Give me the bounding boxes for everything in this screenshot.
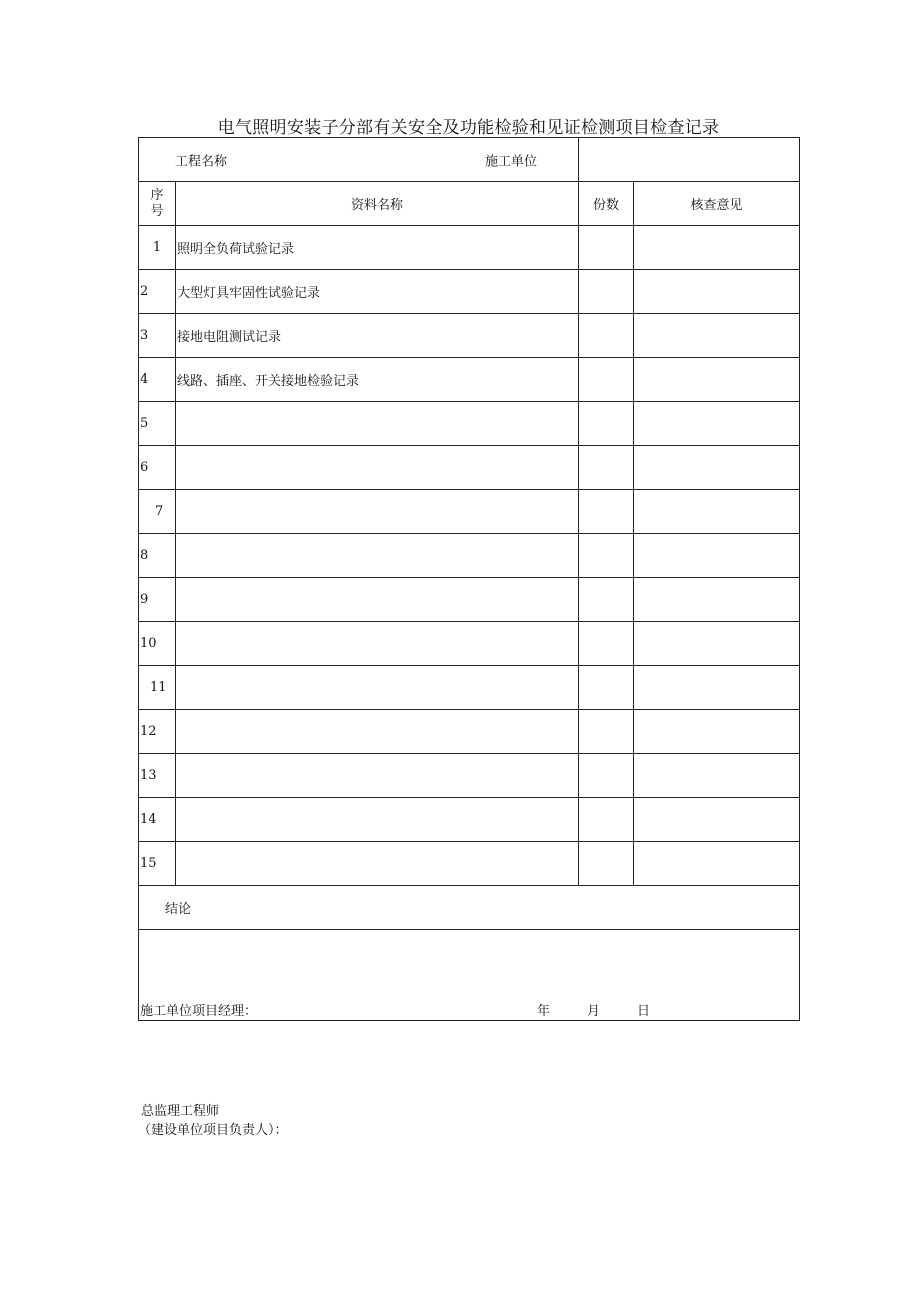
row-seq: 7: [139, 490, 176, 534]
row-opinion[interactable]: [634, 578, 800, 622]
row-seq: 8: [139, 534, 176, 578]
row-material-name: 线路、插座、开关接地检验记录: [176, 358, 579, 402]
table-row: [139, 798, 800, 842]
row-copies[interactable]: [579, 578, 634, 622]
row-opinion[interactable]: [634, 754, 800, 798]
row-copies[interactable]: [579, 754, 634, 798]
row-opinion[interactable]: [634, 490, 800, 534]
row-seq: 1: [139, 226, 176, 270]
row-seq: 3: [139, 314, 176, 358]
inspection-record-table: [138, 137, 800, 1021]
row-opinion[interactable]: [634, 666, 800, 710]
row-seq: 5: [139, 402, 176, 446]
row-material-name[interactable]: [176, 666, 579, 710]
row-material-name[interactable]: [176, 710, 579, 754]
row-material-name[interactable]: [176, 842, 579, 886]
row-copies[interactable]: [579, 270, 634, 314]
table-row: [139, 402, 800, 446]
row-seq: 14: [139, 798, 176, 842]
row-copies[interactable]: [579, 402, 634, 446]
copies-column-header: 份数: [579, 182, 634, 226]
row-material-name[interactable]: [176, 622, 579, 666]
table-row: [139, 270, 800, 314]
signature-row: [139, 930, 800, 1021]
opinion-column-header: 核查意见: [634, 182, 800, 226]
row-copies[interactable]: [579, 534, 634, 578]
row-opinion[interactable]: [634, 446, 800, 490]
row-opinion[interactable]: [634, 358, 800, 402]
signature-line: [139, 1003, 799, 1019]
table-row: [139, 490, 800, 534]
row-seq: 15: [139, 842, 176, 886]
conclusion-row: [139, 886, 800, 930]
row-copies[interactable]: [579, 666, 634, 710]
row-copies[interactable]: [579, 358, 634, 402]
table-row: [139, 314, 800, 358]
row-copies[interactable]: [579, 490, 634, 534]
conclusion-label: 结论: [139, 886, 800, 930]
day-label: 日: [637, 1004, 651, 1019]
row-opinion[interactable]: [634, 314, 800, 358]
row-material-name: 大型灯具牢固性试验记录: [176, 270, 579, 314]
row-material-name: 照明全负荷试验记录: [176, 226, 579, 270]
row-copies[interactable]: [579, 710, 634, 754]
row-opinion[interactable]: [634, 270, 800, 314]
document-title: 电气照明安装子分部有关安全及功能检验和见证检测项目检查记录: [217, 118, 720, 138]
table-row: [139, 534, 800, 578]
row-material-name: 接地电阻测试记录: [176, 314, 579, 358]
row-copies[interactable]: [579, 622, 634, 666]
row-material-name[interactable]: [176, 402, 579, 446]
table-row: [139, 446, 800, 490]
seq-column-header: [139, 182, 176, 226]
table-row: [139, 754, 800, 798]
row-copies[interactable]: [579, 798, 634, 842]
project-manager-label: 施工单位项目经理：: [140, 1004, 258, 1019]
row-copies[interactable]: [579, 314, 634, 358]
table-row: [139, 842, 800, 886]
table-row: [139, 622, 800, 666]
row-opinion[interactable]: [634, 798, 800, 842]
chief-supervisor-label: 总监理工程师: [141, 1104, 220, 1119]
row-opinion[interactable]: [634, 710, 800, 754]
month-label: 月: [587, 1004, 601, 1019]
row-material-name[interactable]: [176, 798, 579, 842]
table-row: [139, 666, 800, 710]
row-seq: 13: [139, 754, 176, 798]
project-info-cell: [139, 138, 579, 182]
row-material-name[interactable]: [176, 534, 579, 578]
table-row: [139, 358, 800, 402]
material-name-column-header: 资料名称: [176, 182, 579, 226]
row-copies[interactable]: [579, 226, 634, 270]
table-row: [139, 710, 800, 754]
row-seq: 4: [139, 358, 176, 402]
table-row: [139, 578, 800, 622]
row-opinion[interactable]: [634, 622, 800, 666]
project-name-label: 工程名称: [175, 154, 228, 169]
row-material-name[interactable]: [176, 578, 579, 622]
owner-representative-label: （建设单位项目负责人）：: [138, 1123, 288, 1138]
construction-unit-label: 施工单位: [485, 154, 538, 169]
row-opinion[interactable]: [634, 402, 800, 446]
row-opinion[interactable]: [634, 842, 800, 886]
row-seq: 11: [139, 666, 176, 710]
row-opinion[interactable]: [634, 534, 800, 578]
row-opinion[interactable]: [634, 226, 800, 270]
row-copies[interactable]: [579, 446, 634, 490]
project-info-row: [139, 138, 800, 182]
row-material-name[interactable]: [176, 754, 579, 798]
signature-cell[interactable]: [139, 930, 800, 1021]
row-material-name[interactable]: [176, 490, 579, 534]
table-row: [139, 226, 800, 270]
row-seq: 12: [139, 710, 176, 754]
year-label: 年: [537, 1004, 551, 1019]
column-header-row: [139, 182, 800, 226]
row-seq: 10: [139, 622, 176, 666]
row-material-name[interactable]: [176, 446, 579, 490]
seq-header-text: 序 号: [150, 187, 164, 219]
row-seq: 9: [139, 578, 176, 622]
row-seq: 2: [139, 270, 176, 314]
row-copies[interactable]: [579, 842, 634, 886]
construction-unit-value[interactable]: [579, 138, 800, 182]
row-seq: 6: [139, 446, 176, 490]
